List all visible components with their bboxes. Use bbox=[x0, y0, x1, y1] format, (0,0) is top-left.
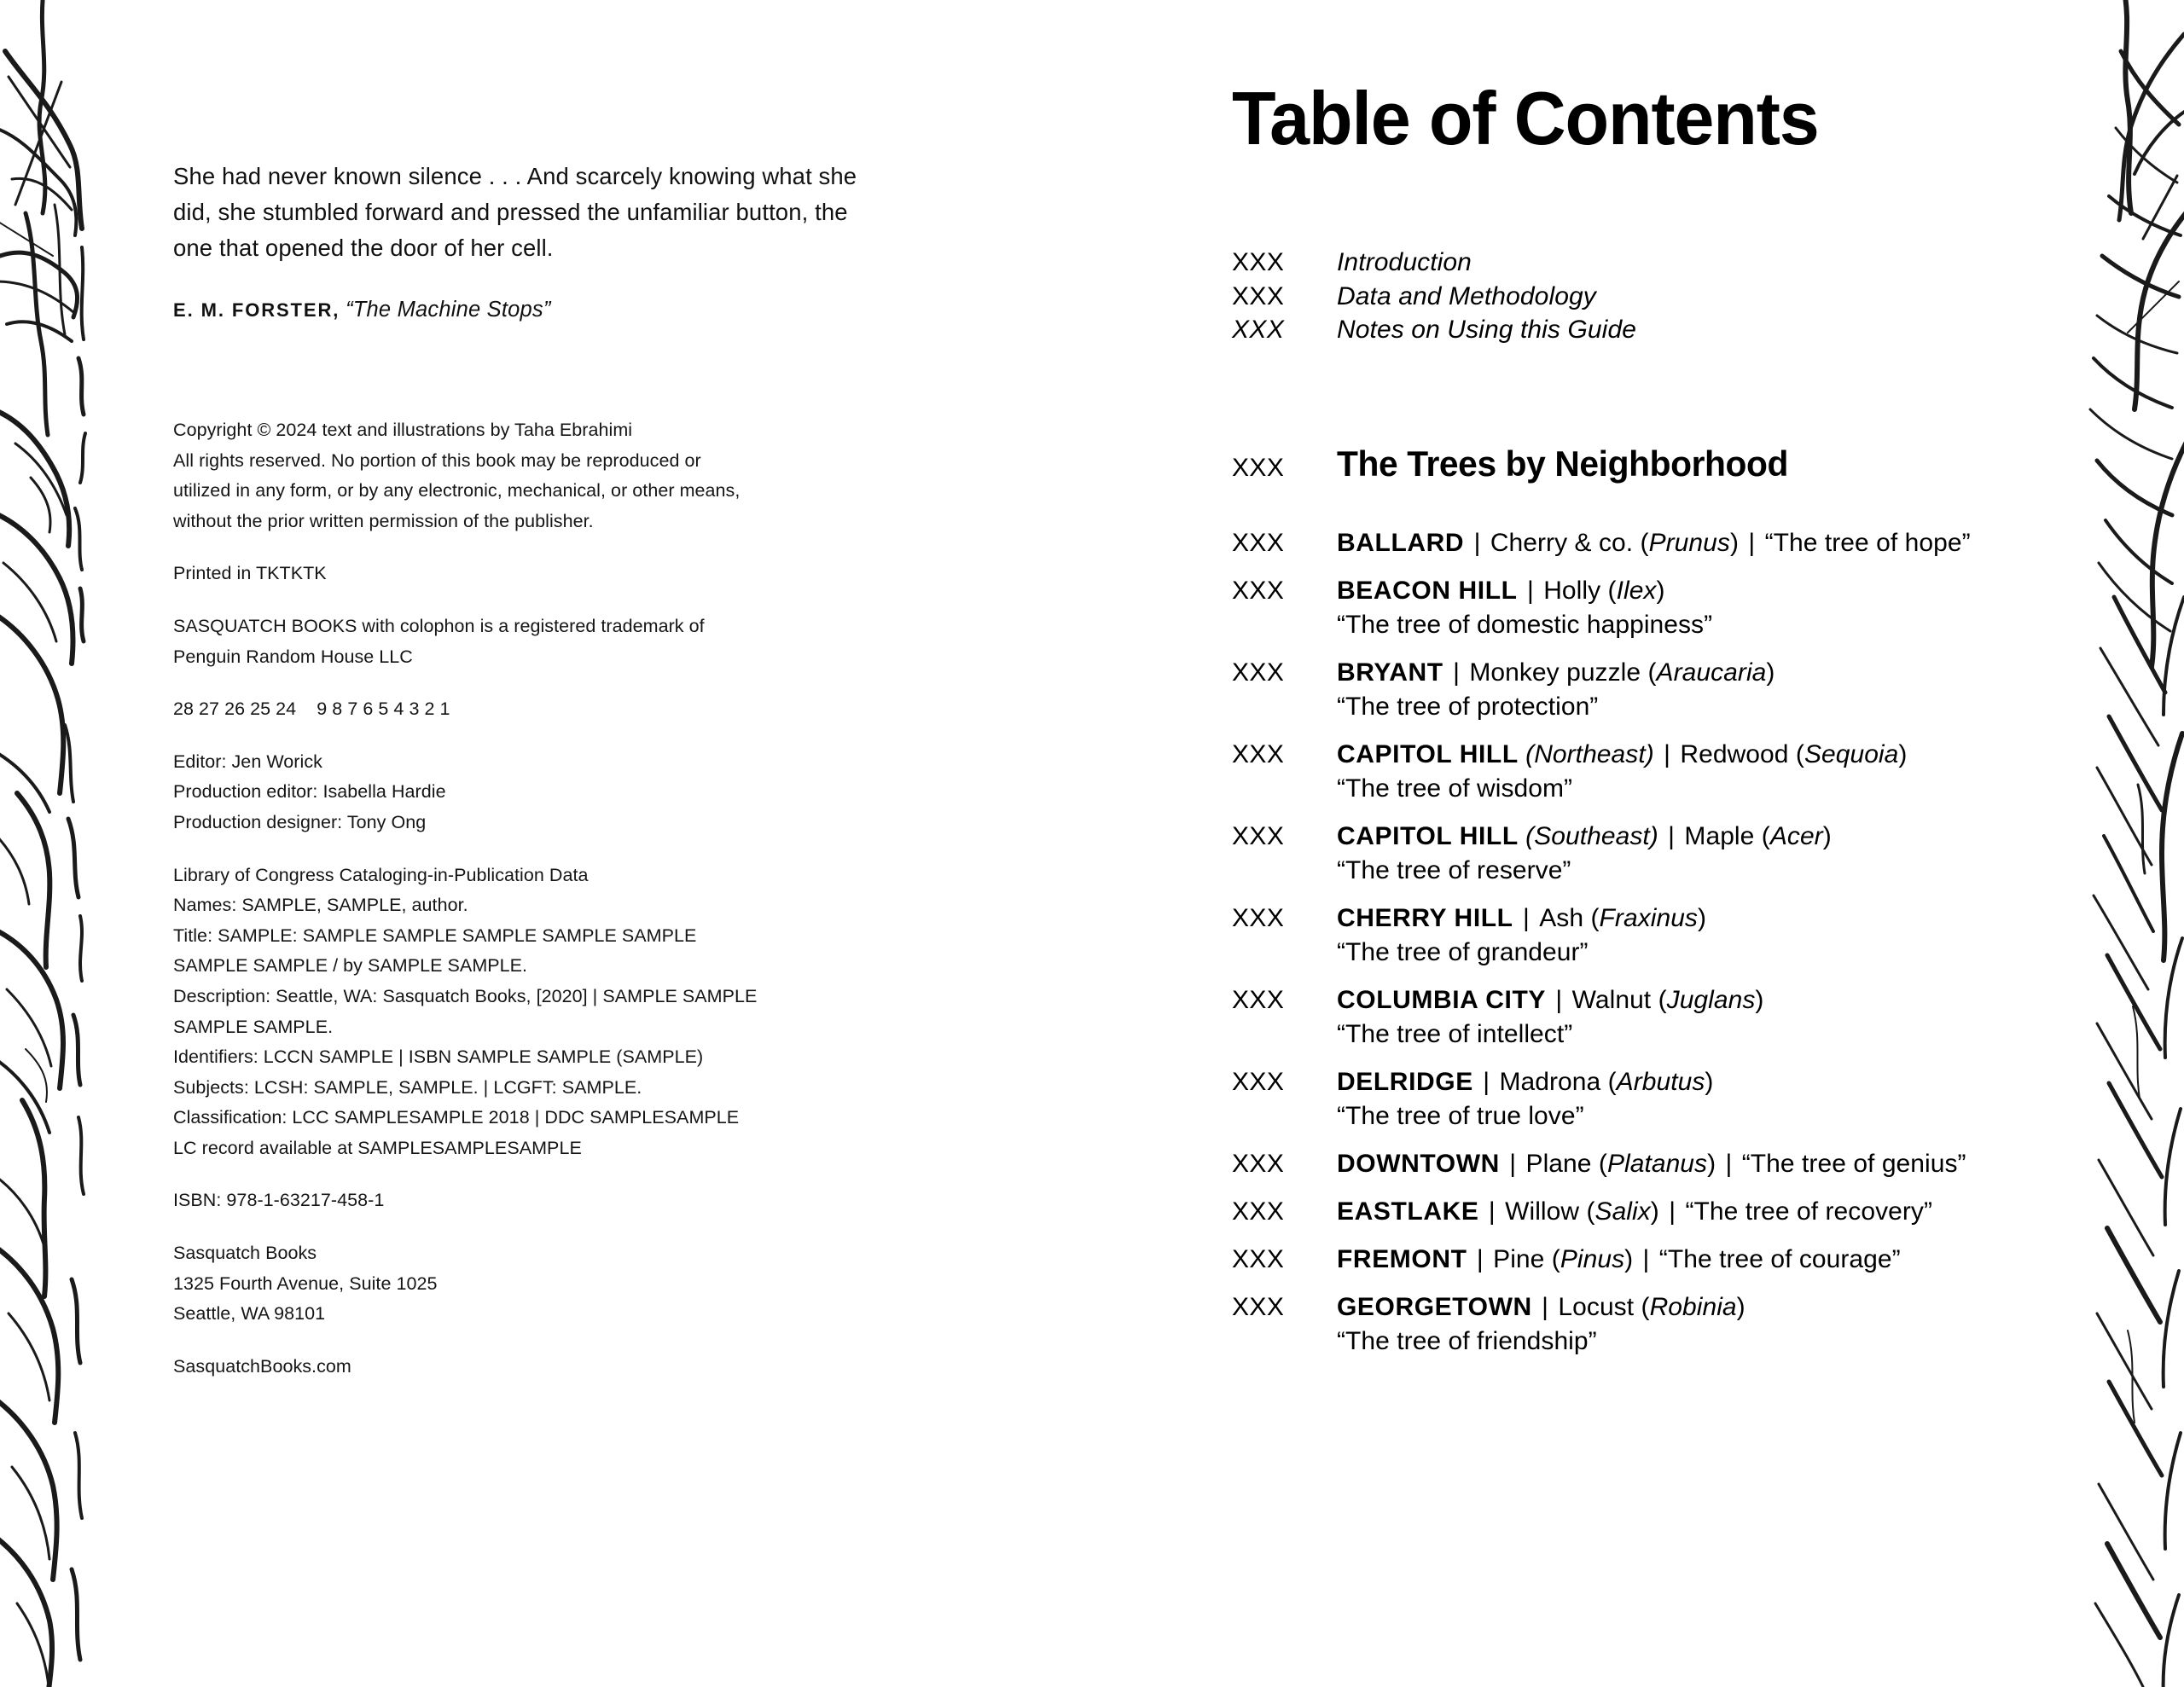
front-matter-list bbox=[1232, 246, 2051, 347]
colophon-line: utilized in any form, or by any electronic, mechanical, or other means, bbox=[173, 480, 741, 501]
colophon-line: ISBN: 978-1-63217-458-1 bbox=[173, 1190, 385, 1211]
toc-neighborhood-row[interactable] bbox=[1232, 574, 2094, 642]
page-number: XXX bbox=[1232, 1197, 1285, 1226]
colophon-line: Production designer: Tony Ong bbox=[173, 811, 427, 832]
separator-pipe: | bbox=[1718, 1150, 1740, 1178]
colophon-line: LC record available at SAMPLESAMPLESAMPLE bbox=[173, 1137, 582, 1158]
neighborhood-name: CAPITOL HILL bbox=[1337, 740, 1519, 768]
colophon-line: SAMPLE SAMPLE / by SAMPLE SAMPLE. bbox=[173, 955, 528, 977]
neighborhood-name: CAPITOL HILL bbox=[1337, 822, 1519, 850]
separator-pipe: | bbox=[1661, 1197, 1683, 1226]
colophon-line: SASQUATCH BOOKS with colophon is a registered trademark of bbox=[173, 615, 705, 636]
colophon-line: Sasquatch Books bbox=[173, 1243, 317, 1264]
entry-label: Data and Methodology bbox=[1337, 281, 1596, 310]
toc-neighborhood-row[interactable] bbox=[1232, 656, 2094, 724]
neighborhood-name: DELRIDGE bbox=[1337, 1068, 1473, 1096]
tree-common-name: Redwood bbox=[1680, 740, 1789, 768]
neighborhood-name: FREMONT bbox=[1337, 1245, 1467, 1273]
entry-body: CAPITOL HILL (Southeast) | Maple (Acer) “The tree of reserve” bbox=[1337, 820, 1832, 888]
neighborhood-name: BEACON HILL bbox=[1337, 577, 1518, 605]
entry-body: BEACON HILL | Holly (Ilex) “The tree of domestic happiness” bbox=[1337, 574, 1712, 642]
right-margin-bark-illustration bbox=[2083, 0, 2184, 1687]
copyright-notice bbox=[173, 415, 856, 536]
entry-body: EASTLAKE | Willow (Salix) | “The tree of recovery” bbox=[1337, 1197, 1932, 1226]
separator-pipe: | bbox=[1445, 658, 1467, 687]
tree-genus: Acer bbox=[1769, 822, 1823, 850]
toc-neighborhood-row[interactable] bbox=[1232, 1195, 2094, 1229]
tree-common-name: Madrona bbox=[1499, 1068, 1601, 1096]
tree-genus: Pinus bbox=[1560, 1245, 1625, 1273]
section-title: The Trees by Neighborhood bbox=[1337, 443, 1789, 484]
entry-body: GEORGETOWN | Locust (Robinia) “The tree of friendship” bbox=[1337, 1290, 1745, 1359]
colophon-line: Printed in TKTKTK bbox=[173, 563, 327, 584]
toc-neighborhood-row[interactable] bbox=[1232, 1147, 2094, 1181]
tree-common-name: Maple bbox=[1684, 822, 1755, 850]
neighborhood-name: EASTLAKE bbox=[1337, 1197, 1479, 1226]
separator-pipe: | bbox=[1481, 1197, 1503, 1226]
tree-common-name: Walnut bbox=[1571, 986, 1652, 1014]
epigraph-attribution bbox=[173, 295, 864, 325]
colophon-line: Copyright © 2024 text and illustrations by Taha Ebrahimi bbox=[173, 420, 633, 440]
page-number: XXX bbox=[1232, 316, 1285, 344]
neighborhood-qualifier: (Southeast) bbox=[1525, 822, 1658, 850]
colophon-line: All rights reserved. No portion of this book may be reproduced or bbox=[173, 449, 701, 471]
page-number: XXX bbox=[1232, 1245, 1285, 1273]
separator-pipe: | bbox=[1740, 529, 1763, 557]
separator-pipe: | bbox=[1656, 740, 1678, 768]
tree-genus: Arbutus bbox=[1616, 1068, 1705, 1096]
colophon-line: Description: Seattle, WA: Sasquatch Books, [2020] | SAMPLE SAMPLE bbox=[173, 985, 758, 1006]
bark-illustration-icon bbox=[2083, 0, 2184, 1687]
entry-label: Introduction bbox=[1337, 248, 1472, 276]
tree-moniker: “The tree of reserve” bbox=[1337, 856, 1571, 884]
trademark-notice bbox=[173, 612, 856, 672]
entry-body: BALLARD | Cherry & co. (Prunus) | “The tree of hope” bbox=[1337, 529, 1971, 557]
tree-common-name: Monkey puzzle bbox=[1469, 658, 1641, 687]
entry-body: FREMONT | Pine (Pinus) | “The tree of courage” bbox=[1337, 1245, 1901, 1273]
toc-neighborhood-row[interactable] bbox=[1232, 738, 2094, 806]
colophon-line: Production editor: Isabella Hardie bbox=[173, 781, 446, 803]
separator-pipe: | bbox=[1475, 1068, 1497, 1096]
tree-genus: Juglans bbox=[1666, 986, 1756, 1014]
colophon-line: 28 27 26 25 24 9 8 7 6 5 4 3 2 1 bbox=[173, 699, 450, 720]
tree-genus: Robinia bbox=[1649, 1293, 1737, 1321]
table-of-contents-page bbox=[1228, 0, 2082, 1687]
epigraph-author: E. M. FORSTER, bbox=[173, 299, 340, 321]
colophon-line: Seattle, WA 98101 bbox=[173, 1303, 326, 1325]
separator-pipe: | bbox=[1660, 822, 1682, 850]
entry-body: CAPITOL HILL (Northeast) | Redwood (Sequoia) “The tree of wisdom” bbox=[1337, 738, 1907, 806]
tree-common-name: Willow bbox=[1505, 1197, 1580, 1226]
separator-pipe: | bbox=[1534, 1293, 1556, 1321]
neighborhood-name: COLUMBIA CITY bbox=[1337, 986, 1547, 1014]
separator-pipe: | bbox=[1515, 904, 1537, 932]
separator-pipe: | bbox=[1502, 1150, 1524, 1178]
page-number: XXX bbox=[1232, 1150, 1285, 1178]
colophon-line: Subjects: LCSH: SAMPLE, SAMPLE. | LCGFT: SAMPLE. bbox=[173, 1076, 642, 1098]
separator-pipe: | bbox=[1467, 529, 1488, 557]
neighborhood-name: CHERRY HILL bbox=[1337, 904, 1513, 932]
epigraph-quote: She had never known silence . . . And scarcely knowing what she did, she stumbled forward and pressed the unfamiliar button, the one that opened the door of her cell. bbox=[173, 163, 857, 261]
neighborhood-name: DOWNTOWN bbox=[1337, 1150, 1500, 1178]
separator-pipe: | bbox=[1469, 1245, 1491, 1273]
tree-common-name: Holly bbox=[1543, 577, 1601, 605]
entry-label: Notes on Using this Guide bbox=[1337, 316, 1637, 344]
page-number: XXX bbox=[1232, 281, 1285, 310]
page-title: Table of Contents bbox=[1232, 76, 1819, 160]
tree-genus: Prunus bbox=[1648, 529, 1730, 557]
neighborhood-entry-list bbox=[1232, 526, 2094, 1372]
separator-pipe: | bbox=[1635, 1245, 1657, 1273]
tree-moniker: “The tree of true love” bbox=[1337, 1102, 1584, 1130]
cip-data-block bbox=[173, 861, 856, 1164]
page-number: XXX bbox=[1232, 577, 1285, 605]
colophon-line: Classification: LCC SAMPLESAMPLE 2018 | DDC SAMPLESAMPLE bbox=[173, 1107, 740, 1128]
tree-moniker: “The tree of friendship” bbox=[1337, 1327, 1597, 1355]
copyright-page bbox=[169, 0, 903, 1687]
tree-common-name: Locust bbox=[1558, 1293, 1635, 1321]
colophon-line: Identifiers: LCCN SAMPLE | ISBN SAMPLE SAMPLE (SAMPLE) bbox=[173, 1046, 704, 1068]
printed-in-notice bbox=[173, 559, 856, 589]
tree-moniker: “The tree of wisdom” bbox=[1337, 774, 1573, 803]
neighborhood-qualifier: (Northeast) bbox=[1525, 740, 1654, 768]
toc-neighborhood-row[interactable] bbox=[1232, 1290, 2094, 1359]
toc-neighborhood-row[interactable] bbox=[1232, 820, 2094, 888]
tree-common-name: Ash bbox=[1539, 904, 1584, 932]
page-number: XXX bbox=[1232, 986, 1285, 1014]
page-number: XXX bbox=[1232, 658, 1285, 687]
page-number: XXX bbox=[1232, 740, 1285, 768]
tree-genus: Salix bbox=[1594, 1197, 1651, 1226]
entry-body: DELRIDGE | Madrona (Arbutus) “The tree of true love” bbox=[1337, 1065, 1713, 1133]
tree-moniker: “The tree of grandeur” bbox=[1337, 938, 1589, 966]
left-margin-bark-illustration bbox=[0, 0, 109, 1687]
tree-common-name: Pine bbox=[1493, 1245, 1545, 1273]
tree-common-name: Cherry & co. bbox=[1490, 529, 1634, 557]
tree-moniker: “The tree of courage” bbox=[1658, 1245, 1901, 1273]
colophon-line: without the prior written permission of the publisher. bbox=[173, 510, 594, 531]
epigraph-work-title: “The Machine Stops” bbox=[346, 298, 551, 322]
tree-genus: Platanus bbox=[1606, 1150, 1708, 1178]
tree-moniker: “The tree of domestic happiness” bbox=[1337, 611, 1713, 639]
colophon-line: SAMPLE SAMPLE. bbox=[173, 1016, 334, 1037]
colophon-block bbox=[173, 415, 856, 1382]
epigraph-block bbox=[173, 159, 864, 325]
page-number: XXX bbox=[1232, 454, 1285, 482]
entry-body: DOWNTOWN | Plane (Platanus) | “The tree of genius” bbox=[1337, 1150, 1966, 1178]
production-credits bbox=[173, 747, 856, 838]
tree-moniker: “The tree of intellect” bbox=[1337, 1020, 1573, 1048]
bark-illustration-icon bbox=[0, 0, 109, 1687]
tree-genus: Sequoia bbox=[1804, 740, 1899, 768]
separator-pipe: | bbox=[1519, 577, 1542, 605]
toc-neighborhood-row[interactable] bbox=[1232, 983, 2094, 1052]
colophon-line: Library of Congress Cataloging-in-Publication Data bbox=[173, 864, 589, 885]
entry-body: CHERRY HILL | Ash (Fraxinus) “The tree of grandeur” bbox=[1337, 901, 1706, 970]
colophon-line: Title: SAMPLE: SAMPLE SAMPLE SAMPLE SAMPLE SAMPLE bbox=[173, 925, 697, 946]
neighborhood-name: GEORGETOWN bbox=[1337, 1293, 1532, 1321]
colophon-line: Editor: Jen Worick bbox=[173, 751, 322, 772]
colophon-line: 1325 Fourth Avenue, Suite 1025 bbox=[173, 1272, 438, 1294]
publisher-address bbox=[173, 1238, 856, 1330]
toc-front-matter-row[interactable] bbox=[1232, 280, 2051, 314]
entry-body: BRYANT | Monkey puzzle (Araucaria) “The tree of protection” bbox=[1337, 656, 1774, 724]
entry-body: COLUMBIA CITY | Walnut (Juglans) “The tree of intellect” bbox=[1337, 983, 1763, 1052]
toc-neighborhood-row[interactable] bbox=[1232, 1065, 2094, 1133]
tree-moniker: “The tree of recovery” bbox=[1685, 1197, 1932, 1226]
page-number: XXX bbox=[1232, 248, 1285, 276]
tree-moniker: “The tree of genius” bbox=[1741, 1150, 1966, 1178]
tree-moniker: “The tree of hope” bbox=[1764, 529, 1971, 557]
toc-neighborhood-row[interactable] bbox=[1232, 901, 2094, 970]
toc-section-header[interactable] bbox=[1232, 443, 2051, 484]
colophon-line: SasquatchBooks.com bbox=[173, 1355, 351, 1377]
page-number: XXX bbox=[1232, 529, 1285, 557]
colophon-line: Penguin Random House LLC bbox=[173, 646, 413, 667]
tree-genus: Araucaria bbox=[1656, 658, 1767, 687]
tree-genus: Ilex bbox=[1616, 577, 1657, 605]
toc-neighborhood-row[interactable] bbox=[1232, 526, 2094, 560]
page-number: XXX bbox=[1232, 904, 1285, 932]
toc-neighborhood-row[interactable] bbox=[1232, 1243, 2094, 1277]
page-number: XXX bbox=[1232, 1293, 1285, 1321]
colophon-line: Names: SAMPLE, SAMPLE, author. bbox=[173, 895, 468, 916]
tree-common-name: Plane bbox=[1525, 1150, 1592, 1178]
page-number: XXX bbox=[1232, 1068, 1285, 1096]
neighborhood-name: BALLARD bbox=[1337, 529, 1465, 557]
toc-front-matter-row[interactable] bbox=[1232, 313, 2051, 347]
neighborhood-name: BRYANT bbox=[1337, 658, 1443, 687]
publisher-website bbox=[173, 1352, 856, 1383]
printing-number-line bbox=[173, 694, 856, 725]
isbn-line bbox=[173, 1186, 856, 1216]
tree-moniker: “The tree of protection” bbox=[1337, 693, 1599, 721]
toc-front-matter-row[interactable] bbox=[1232, 246, 2051, 280]
tree-genus: Fraxinus bbox=[1599, 904, 1698, 932]
separator-pipe: | bbox=[1548, 986, 1570, 1014]
page-number: XXX bbox=[1232, 822, 1285, 850]
